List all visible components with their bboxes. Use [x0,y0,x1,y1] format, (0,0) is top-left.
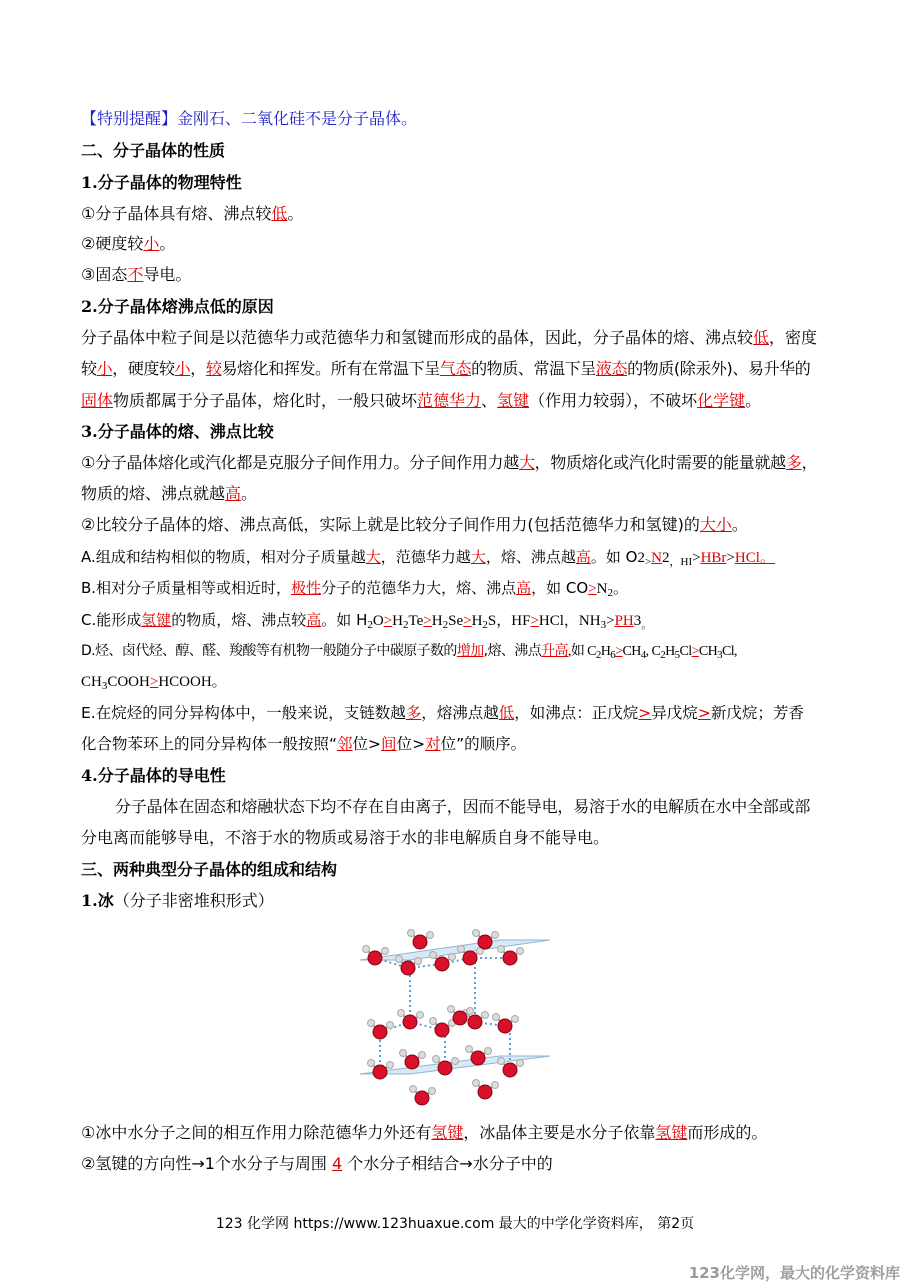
page-footer: 123 化学网 https://www.123huaxue.com 最大的中学化学资料库， 第2页 [215,1216,695,1232]
hydrogen-atom [387,1062,394,1069]
hydrogen-atom [466,1046,473,1053]
property-hardness: ②硬度较小。 [81,234,176,253]
hydrogen-atom [517,1060,524,1067]
hydrogen-atom [473,930,480,937]
hydrogen-atom [387,1022,394,1029]
paragraph-line: ①分子晶体熔化或汽化都是克服分子间作用力。分子间作用力越大，物质熔化或汽化时需要的能量就越多， [81,453,818,472]
property-conductivity: ③固态不导电。 [81,265,192,284]
hydrogen-atom [473,1080,480,1087]
oxygen-atom [435,957,449,971]
paragraph-line: 分电离而能够导电，不溶于水的物质或易溶于水的非电解质自身不能导电。 [81,828,610,847]
hydrogen-atom [368,1020,375,1027]
hydrogen-atom [493,1014,500,1021]
hydrogen-atom [398,1010,405,1017]
hydrogen-atom [430,952,437,959]
rule-e-continued: 化合物苯环上的同分异构体一般按照“邻位>间位>对位”的顺序。 [81,735,527,753]
oxygen-atom [373,1065,387,1079]
heading-ice: 1.冰（分子非密堆积形式） [81,891,274,910]
oxygen-atom [498,1019,512,1033]
hydrogen-atom [429,1088,436,1095]
oxygen-atom [463,951,477,965]
oxygen-atom [415,1091,429,1105]
hydrogen-atom [408,930,415,937]
heading-conductivity: 4.分子晶体的导电性 [81,766,226,785]
rule-d-continued: $CH_3COOH>HCOOH$。 [81,674,227,692]
oxygen-atom [373,1025,387,1039]
hydrogen-atom [363,946,370,953]
hydrogen-atom [467,1008,474,1015]
hydrogen-atom [427,932,434,939]
hydrogen-atom [382,948,389,955]
section-heading-properties: 二、分子晶体的性质 [81,141,226,160]
paragraph-line: 分子晶体中粒子间是以范德华力或范德华力和氢键而形成的晶体，因此，分子晶体的熔、沸点较低，密度 [81,328,818,347]
oxygen-atom [413,935,427,949]
paragraph-line: ②比较分子晶体的熔、沸点高低，实际上就是比较分子间作用力(包括范德华力和氢键)的大小。 [81,515,748,534]
rule-a: A.组成和结构相似的物质，相对分子质量越大，范德华力越大，熔、沸点越高。如 $O2_>N2_{,HI}>HBr>HCl$。 [81,548,775,568]
hydrogen-atom [448,1006,455,1013]
oxygen-atom [503,951,517,965]
ice-hydrogen-bond-text: ①冰中水分子之间的相互作用力除范德华力外还有氢键，冰晶体主要是水分子依靠氢键而形成的。 [81,1123,768,1142]
section-heading-structures: 三、两种典型分子晶体的组成和结构 [81,860,338,879]
hydrogen-atom [433,1056,440,1063]
hydrogen-atom [498,1058,505,1065]
hydrogen-atom [492,932,499,939]
rule-d: D.烃、卤代烃、醇、醛、羧酸等有机物一般随分子中碳原子数的增加,熔、沸点升高,如 $C_2H_6>CH_4$, $C_2H_5Cl>CH_3Cl$, [81,643,737,661]
hydrogen-atom [458,946,465,953]
rule-c: C.能形成氢键的物质，熔、沸点较高。如 $H_2O>H_2Te>H_2Se>H_2S$，HF>HCl，$NH_3>PH3_。$ [81,611,653,631]
hydrogen-atom [452,1058,459,1065]
hydrogen-atom [396,956,403,963]
special-reminder [81,108,417,130]
oxygen-atom [503,1063,517,1077]
oxygen-atom [401,961,415,975]
oxygen-atom [468,1015,482,1029]
hydrogen-atom [417,1012,424,1019]
property-melting-point: ①分子晶体具有熔、沸点较低。 [81,204,304,223]
hydrogen-atom [492,1082,499,1089]
paragraph-line: 物质的熔、沸点就越高。 [81,484,258,503]
heading-low-melting-reason: 2.分子晶体熔沸点低的原因 [81,297,274,316]
hydrogen-atom [368,1060,375,1067]
rule-e: E.在烷烃的同分异构体中，一般来说，支链数越多，熔沸点越低，如沸点：正戊烷>异戊烷>新戊烷；芳香 [81,704,804,722]
hydrogen-atom [415,958,422,965]
hydrogen-atom [498,946,505,953]
oxygen-atom [478,935,492,949]
watermark: 123化学网，最大的化学资料库 [688,1264,900,1282]
hydrogen-atom [410,1086,417,1093]
paragraph-line: 较小，硬度较小，较易熔化和挥发。所有在常温下呈气态的物质、常温下呈液态的物质(除汞外)、易升华的 [81,359,811,378]
oxygen-atom [435,1023,449,1037]
paragraph-line: 固体物质都属于分子晶体，熔化时，一般只破坏范德华力、氢键（作用力较弱），不破坏化学键。 [81,391,762,410]
rule-b: B.相对分子质量相等或相近时，极性分子的范德华力大，熔、沸点高，如 $CO>N_2$。 [81,579,628,599]
paragraph-line: 分子晶体在固态和熔融状态下均不存在自由离子，因而不能导电，易溶于水的电解质在水中全部或部 [115,797,811,816]
hydrogen-atom [449,954,456,961]
ice-bond-direction-text: ②氢键的方向性→1个水分子与周围 4 个水分子相结合→水分子中的 [81,1154,553,1173]
oxygen-atom [403,1015,417,1029]
oxygen-atom [471,1051,485,1065]
ice-crystal-structure-figure [350,922,560,1112]
heading-physical-properties: 1.分子晶体的物理特性 [81,173,242,192]
oxygen-atom [478,1085,492,1099]
hydrogen-atom [482,1012,489,1019]
oxygen-atom [405,1055,419,1069]
reminder-text: 金刚石、二氧化硅不是分子晶体。 [177,109,418,128]
hydrogen-atom [400,1050,407,1057]
oxygen-atom [438,1061,452,1075]
hydrogen-atom [430,1018,437,1025]
reminder-prefix: 【特别提醒】 [81,109,178,128]
hydrogen-atom [419,1052,426,1059]
hydrogen-atom [517,948,524,955]
oxygen-atom [368,951,382,965]
oxygen-atom [453,1011,467,1025]
hydrogen-atom [512,1016,519,1023]
hydrogen-atom [485,1048,492,1055]
heading-comparison: 3.分子晶体的熔、沸点比较 [81,422,274,441]
